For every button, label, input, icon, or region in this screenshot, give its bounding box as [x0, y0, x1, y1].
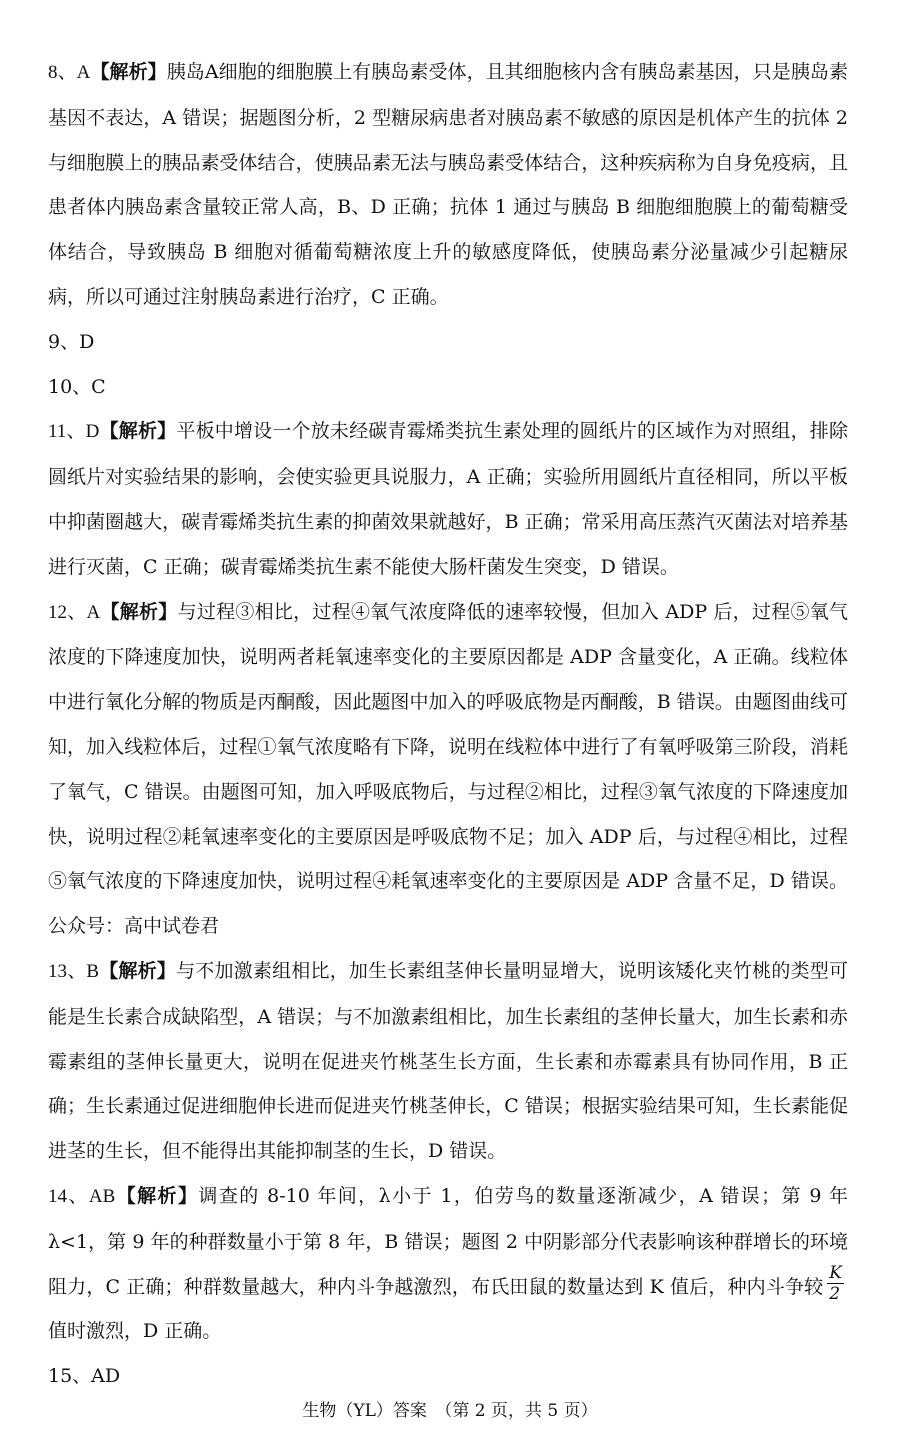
- answer-q8: [48, 50, 848, 320]
- analysis-keyword: 【解析】: [115, 1184, 199, 1207]
- fraction-denominator: 2: [829, 1284, 841, 1305]
- analysis-keyword: 【解析】: [99, 420, 177, 443]
- answer-q10: 10、C: [48, 375, 106, 398]
- answer-q12: [48, 590, 848, 949]
- answer-q11: [48, 409, 848, 589]
- answer-page: [48, 50, 848, 1399]
- watermark-text: 公众号：高中试卷君: [48, 915, 220, 938]
- answer-number: 12、A: [48, 601, 101, 623]
- answer-q13: [48, 949, 848, 1174]
- analysis-keyword: 【解析】: [90, 61, 167, 83]
- answer-text: 胰岛A细胞的细胞膜上有胰岛素受体，且其细胞核内含有胰岛素基因，只是胰岛素基因不表达，A 错误；据题图分析，2 型糖尿病患者对胰岛素不敏感的原因是机体产生的抗体 2 与细胞膜上的胰品素受体结合，使胰品素无法与胰岛素受体结合，这种疾病称为自身免疫病，且患者体内胰岛素含量较正常人高，B、D 正确；抗体 1 通过与胰岛 B 细胞细胞膜上的葡萄糖受体结合，导致胰岛 B 细胞对循葡萄糖浓度上升的敏感度降低，使胰岛素分泌量减少引起糖尿病，所以可通过注射胰岛素进行治疗，C 正确。: [48, 61, 848, 308]
- answer-text: 调查的 8-10 年间，λ小于 1，伯劳鸟的数量逐渐减少，A 错误；第 9 年λ<1，第 9 年的种群数量小于第 8 年，B 错误；题图 2 中阴影部分代表影响该种群增长的环境阻力，C 正确；种群数量越大，种内斗争越激烈，布氏田鼠的数量达到 K 值后，种内斗争较: [48, 1184, 848, 1298]
- answer-number: 11、D: [48, 421, 100, 443]
- answer-number: 13、B: [48, 960, 100, 982]
- fraction-k-over-2: [827, 1263, 844, 1304]
- analysis-keyword: 【解析】: [99, 959, 177, 982]
- answer-q15: 15、AD: [48, 1365, 121, 1388]
- analysis-keyword: 【解析】: [100, 600, 178, 623]
- page-footer: 生物（YL）答案 （第 2 页，共 5 页）: [302, 1401, 598, 1421]
- answer-q14: [48, 1174, 848, 1354]
- answer-number: 8、A: [48, 62, 91, 83]
- answer-text-continued: 值时激烈，D 正确。: [48, 1320, 222, 1343]
- answer-text: 与不加激素组相比，加生长素组茎伸长量明显增大，说明该矮化夹竹桃的类型可能是生长素合成缺陷型，A 错误；与不加激素组相比，加生长素组的茎伸长量大，加生长素和赤霉素组的茎伸长量更大，说明在促进夹竹桃茎生长方面，生长素和赤霉素具有协同作用，B 正确；生长素通过促进细胞伸长进而促进夹竹桃茎伸长，C 错误；根据实验结果可知，生长素能促进茎的生长，但不能得出其能抑制茎的生长，D 错误。: [48, 959, 848, 1163]
- fraction-numerator: K: [829, 1263, 842, 1284]
- answer-number: 14、AB: [48, 1185, 116, 1207]
- answer-q9: 9、D: [48, 330, 95, 353]
- answer-text: 平板中增设一个放未经碳青霉烯类抗生素处理的圆纸片的区域作为对照组，排除圆纸片对实验结果的影响，会使实验更具说服力，A 正确；实验所用圆纸片直径相同，所以平板中抑菌圈越大，碳青霉烯类抗生素的抑菌效果就越好，B 正确；常采用高压蒸汽灭菌法对培养基进行灭菌，C 正确；碳青霉烯类抗生素不能使大肠杆菌发生突变，D 错误。: [48, 420, 848, 578]
- answer-text: 与过程③相比，过程④氧气浓度降低的速率较慢，但加入 ADP 后，过程⑤氧气浓度的下降速度加快，说明两者耗氧速率变化的主要原因都是 ADP 含量变化，A 正确。线粒体中进行氧化分解的物质是丙酮酸，因此题图中加入的呼吸底物是丙酮酸，B 错误。由题图曲线可知，加入线粒体后，过程①氧气浓度略有下降，说明在线粒体中进行了有氧呼吸第三阶段，消耗了氧气，C 错误。由题图可知，加入呼吸底物后，与过程②相比，过程③氧气浓度的下降速度加快，说明过程②耗氧速率变化的主要原因是呼吸底物不足；加入 ADP 后，与过程④相比，过程⑤氧气浓度的下降速度加快，说明过程④耗氧速率变化的主要原因是 ADP 含量不足，D 错误。: [48, 600, 848, 893]
